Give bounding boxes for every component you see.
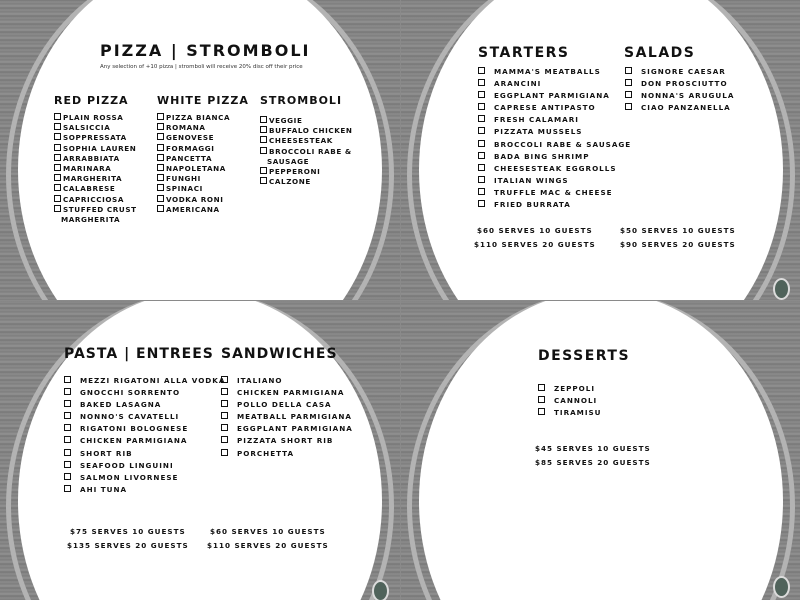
menu-item-label: VEGGIE [269,116,303,125]
checkbox-icon [157,205,164,212]
menu-item [625,102,734,114]
menu-item-label: SIGNORE CAESAR [641,67,726,76]
checkbox-icon [538,396,545,403]
menu-item [54,164,153,174]
menu-item [260,147,363,167]
panel-desserts [401,301,800,600]
checkbox-icon [478,200,485,207]
menu-item [478,163,631,175]
checkbox-icon [221,412,228,419]
checkbox-icon [221,424,228,431]
menu-item-label: SALMON LIVORNESE [80,472,179,482]
checkbox-icon [478,188,485,195]
checkbox-icon [64,485,71,492]
menu-item [625,66,734,78]
menu-item [54,174,153,184]
checkbox-icon [54,195,61,202]
checkbox-icon [478,115,485,122]
menu-item-label: MAMMA'S MEATBALLS [494,67,601,76]
menu-item-label: AMERICANA [166,204,220,214]
checkbox-icon [64,400,71,407]
desserts-price-20: $85 SERVES 20 GUESTS [535,458,651,467]
checkbox-icon [478,164,485,171]
checkbox-icon [221,388,228,395]
checkbox-icon [221,449,228,456]
checkbox-icon [64,424,71,431]
menu-item [64,460,225,472]
sandwiches-price-10: $60 SERVES 10 GUESTS [210,527,326,536]
menu-item-label: BROCCOLI RABE & SAUSAGE [494,139,632,149]
menu-item-label: GNOCCHI SORRENTO [80,388,181,398]
page-title: PIZZA | STROMBOLI [100,41,311,60]
panel-pasta-sandwiches [0,301,400,600]
menu-item-label: PIZZATA MUSSELS [494,127,583,137]
menu-item [64,435,225,447]
menu-item [64,375,225,387]
checkbox-icon [625,79,632,86]
menu-item [54,184,153,194]
menu-item-label: SEAFOOD LINGUINI [80,460,174,470]
menu-item [64,472,225,484]
menu-item [538,395,602,407]
menu-item [64,411,225,423]
menu-item-label: BROCCOLI RABE & SAUSAGE [267,146,352,166]
menu-item [478,66,631,78]
pasta-price-20: $135 SERVES 20 GUESTS [67,541,189,550]
menu-item [54,133,153,143]
checkbox-icon [54,113,61,120]
menu-item [221,375,353,387]
menu-item-label: CIAO PANZANELLA [641,103,731,113]
menu-item-label: PLAIN ROSSA [63,113,124,122]
menu-item-label: AHI TUNA [80,484,128,494]
checkbox-icon [260,136,267,143]
checkbox-icon [625,67,632,74]
checkbox-icon [157,123,164,130]
checkbox-icon [478,79,485,86]
menu-item [157,174,257,184]
section-heading: RED PIZZA [54,94,129,107]
desserts-list [538,383,602,419]
menu-item [157,205,257,215]
sandwiches-list [221,375,353,460]
checkbox-icon [64,376,71,383]
menu-item-label: BAKED LASAGNA [80,400,162,410]
pasta-title: PASTA | ENTREES [64,346,214,362]
menu-item-label: POLLO DELLA CASA [237,400,332,410]
menu-item-label: PANCETTA [166,153,213,163]
menu-item [260,177,363,187]
menu-item-label: ITALIAN WINGS [494,175,569,185]
checkbox-icon [157,113,164,120]
menu-item-label: ITALIANO [237,376,283,385]
stromboli-column [260,94,360,187]
menu-item [221,411,353,423]
menu-item [478,151,631,163]
checkbox-icon [54,123,61,130]
salads-list [625,66,734,114]
menu-item-label: MEATBALL PARMIGIANA [237,412,352,422]
panel-starters-salads [401,0,800,300]
menu-item [221,423,353,435]
menu-item-label: CANNOLI [554,396,598,406]
checkbox-icon [54,205,61,212]
checkbox-icon [260,147,267,154]
menu-item-label: VODKA RONI [166,194,224,204]
menu-item [54,195,153,205]
checkbox-icon [64,461,71,468]
checkbox-icon [478,152,485,159]
menu-item [478,114,631,126]
menu-item-label: ARANCINI [494,79,542,89]
menu-item-label: SPINACI [166,184,203,194]
panel-pizza [0,0,400,300]
menu-item-label: FORMAGGI [166,143,215,153]
checkbox-icon [157,195,164,202]
checkbox-icon [221,400,228,407]
checkbox-icon [157,154,164,161]
checkbox-icon [64,449,71,456]
pasta-list [64,375,225,496]
starters-price-10: $60 SERVES 10 GUESTS [477,226,593,235]
menu-item-label: NAPOLETANA [166,164,226,174]
menu-item-label: RIGATONI BOLOGNESE [80,424,189,434]
menu-item [64,399,225,411]
checkbox-icon [157,164,164,171]
menu-item [54,113,153,123]
checkbox-icon [64,412,71,419]
checkbox-icon [157,184,164,191]
checkbox-icon [478,103,485,110]
checkbox-icon [625,91,632,98]
page-dot-icon [372,580,389,600]
checkbox-icon [54,144,61,151]
menu-item [478,78,631,90]
checkbox-icon [221,376,228,383]
menu-item [478,199,631,211]
checkbox-icon [538,384,545,391]
menu-item-label: CHICKEN PARMIGIANA [80,436,188,446]
menu-item [625,90,734,102]
checkbox-icon [260,116,267,123]
menu-item [64,484,225,496]
checkbox-icon [221,436,228,443]
discount-note: Any selection of +10 pizza | stromboli will receive 20% disc off their price [100,64,303,70]
checkbox-icon [157,133,164,140]
menu-item-label: CHEESESTEAK [269,136,333,146]
menu-item [54,205,153,225]
menu-item [64,448,225,460]
menu-item [157,133,257,143]
checkbox-icon [157,144,164,151]
menu-item-label: SALSICCIA [63,123,111,133]
menu-item-label: PORCHETTA [237,448,295,458]
sandwiches-title: SANDWICHES [221,346,338,362]
menu-item-label: PEPPERONI [269,167,321,177]
checkbox-icon [538,408,545,415]
menu-item-label: TRUFFLE MAC & CHEESE [494,187,613,197]
menu-item [64,387,225,399]
menu-item [221,387,353,399]
salads-title: SALADS [624,45,696,61]
white-pizza-column [157,94,257,215]
checkbox-icon [260,167,267,174]
checkbox-icon [478,91,485,98]
menu-item [54,144,153,154]
menu-item-label: NONNO'S CAVATELLI [80,412,180,422]
menu-item [478,90,631,102]
checkbox-icon [64,473,71,480]
menu-item [478,126,631,138]
menu-item-label: SHORT RIB [80,448,133,458]
starters-list [478,66,631,211]
checkbox-icon [54,184,61,191]
checkbox-icon [64,436,71,443]
checkbox-icon [478,67,485,74]
menu-item-label: GENOVESE [166,133,215,143]
menu-item-label: TIRAMISU [554,408,602,418]
menu-item [260,136,363,146]
menu-item [478,102,631,114]
menu-item-label: DON PROSCIUTTO [641,79,728,89]
menu-item [478,175,631,187]
checkbox-icon [157,174,164,181]
menu-item-label: NONNA'S ARUGULA [641,91,735,101]
menu-item-label: BUFFALO CHICKEN [269,126,353,136]
menu-item [54,154,153,164]
desserts-price-10: $45 SERVES 10 GUESTS [535,444,651,453]
checkbox-icon [64,388,71,395]
menu-item [157,195,257,205]
menu-item-label: BADA BING SHRIMP [494,151,590,161]
menu-item [157,184,257,194]
checkbox-icon [478,140,485,147]
menu-item-label: MEZZI RIGATONI ALLA VODKA [80,376,226,385]
menu-item [157,154,257,164]
menu-item-label: EGGPLANT PARMIGIANA [237,424,353,434]
menu-item [64,423,225,435]
salads-price-20: $90 SERVES 20 GUESTS [620,240,736,249]
checkbox-icon [54,133,61,140]
menu-item-label: FUNGHI [166,174,201,184]
checkbox-icon [54,174,61,181]
menu-item [54,123,153,133]
menu-item [260,126,363,136]
menu-item-label: EGGPLANT PARMIGIANA [494,91,610,101]
checkbox-icon [478,127,485,134]
starters-title: STARTERS [478,45,570,61]
menu-item [157,144,257,154]
menu-item-label: SOPPRESSATA [63,133,127,143]
menu-item-label: ROMANA [166,123,206,133]
menu-item-label: PIZZATA SHORT RIB [237,436,334,446]
section-heading: WHITE PIZZA [157,94,249,107]
sandwiches-price-20: $110 SERVES 20 GUESTS [207,541,329,550]
menu-item [221,435,353,447]
menu-item-label: CHEESESTEAK EGGROLLS [494,163,617,173]
checkbox-icon [478,176,485,183]
menu-item [478,187,631,199]
menu-item-label: SOPHIA LAUREN [63,143,137,153]
menu-item-label: CAPRICCIOSA [63,194,124,204]
menu-item-label: ZEPPOLI [554,384,596,393]
checkbox-icon [54,154,61,161]
menu-item [260,167,363,177]
salads-price-10: $50 SERVES 10 GUESTS [620,226,736,235]
menu-item-label: PIZZA BIANCA [166,113,231,122]
section-heading: STROMBOLI [260,94,343,107]
desserts-title: DESSERTS [538,348,631,364]
menu-item [157,123,257,133]
menu-item-label: CALABRESE [63,184,116,194]
starters-price-20: $110 SERVES 20 GUESTS [474,240,596,249]
menu-item [221,399,353,411]
checkbox-icon [260,126,267,133]
menu-item [538,383,602,395]
page-dot-icon [773,576,790,598]
red-pizza-column [54,94,154,225]
pasta-price-10: $75 SERVES 10 GUESTS [70,527,186,536]
menu-item-label: CHICKEN PARMIGIANA [237,388,345,398]
menu-item [538,407,602,419]
menu-item [478,139,631,151]
menu-item-label: ARRABBIATA [63,153,120,163]
menu-item-label: MARINARA [63,164,112,174]
checkbox-icon [54,164,61,171]
menu-item-label: MARGHERITA [63,174,123,184]
menu-item-label: STUFFED CRUST MARGHERITA [61,204,137,225]
menu-item-label: FRESH CALAMARI [494,115,579,125]
menu-item [260,116,363,126]
menu-item [221,448,353,460]
checkbox-icon [260,177,267,184]
menu-item [157,164,257,174]
menu-item [625,78,734,90]
menu-item-label: CALZONE [269,177,311,187]
menu-item-label: FRIED BURRATA [494,200,571,210]
menu-item [157,113,257,123]
page-dot-icon [773,278,790,300]
checkbox-icon [625,103,632,110]
menu-item-label: CAPRESE ANTIPASTO [494,103,596,113]
